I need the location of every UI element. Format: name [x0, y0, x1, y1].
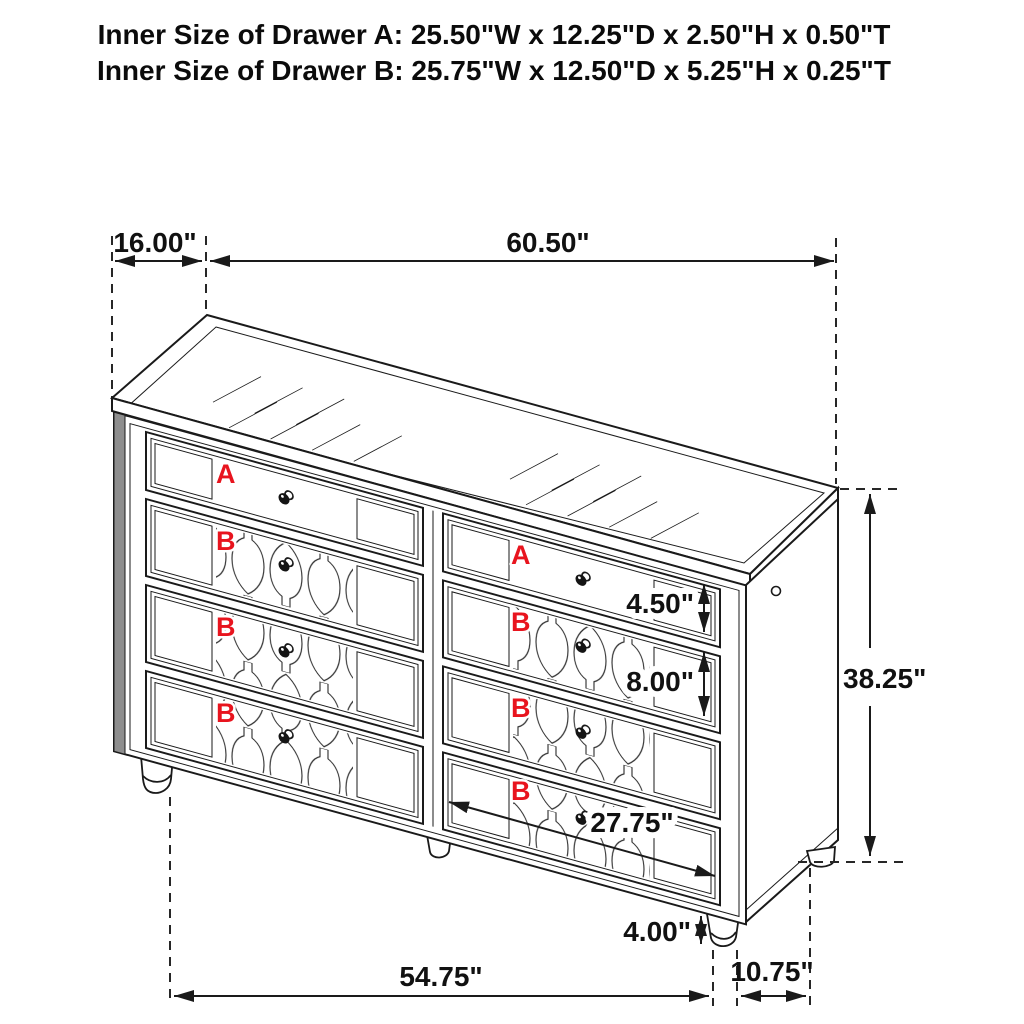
drawer-label: A [216, 459, 236, 489]
drawer-width-label: 27.75" [590, 807, 674, 838]
title-line-1: Inner Size of Drawer A: 25.50"W x 12.25"D x 2.50"H x 0.50"T [97, 19, 891, 50]
drawer-label: B [216, 526, 236, 556]
left-edge-shadow [114, 412, 125, 754]
drawer-label: B [511, 776, 531, 806]
top-width-label: 60.50" [506, 227, 590, 258]
overall-height-label: 38.25" [843, 663, 927, 694]
title-line-2: Inner Size of Drawer B: 25.75"W x 12.50"D x 5.25"H x 0.25"T [97, 55, 891, 86]
rear-right-leg [807, 847, 835, 867]
drawer-b-height-label: 8.00" [626, 666, 694, 697]
drawer-label: B [216, 612, 236, 642]
base-depth-label: 10.75" [730, 956, 814, 987]
leg-height-label: 4.00" [623, 916, 691, 947]
drawer-label: B [511, 693, 531, 723]
top-depth-label: 16.00" [113, 227, 197, 258]
drawer-label: B [511, 607, 531, 637]
drawer-label: B [216, 698, 236, 728]
base-width-label: 54.75" [399, 961, 483, 992]
drawer-a-height-label: 4.50" [626, 588, 694, 619]
drawer-label: A [511, 540, 531, 570]
